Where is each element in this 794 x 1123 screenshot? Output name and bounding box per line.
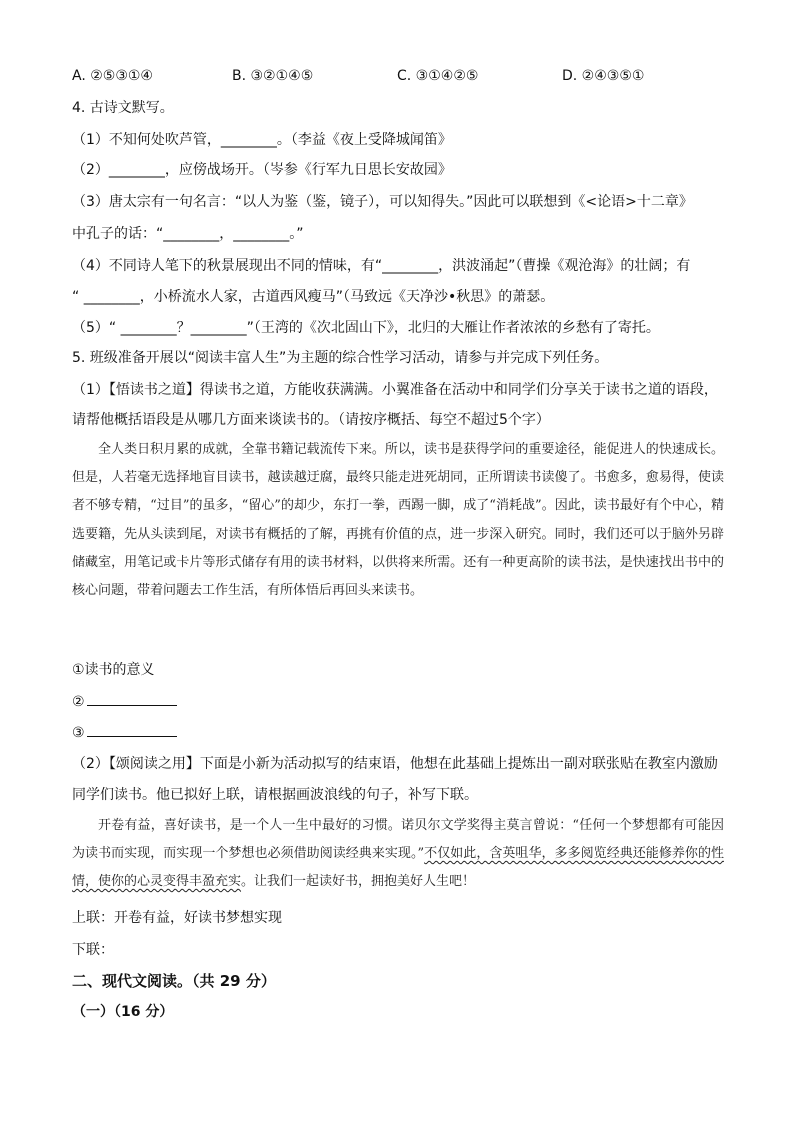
option-b: B. ③②①④⑤ [232,68,314,84]
passage-2-end: 。让我们一起读好书，拥抱美好人生吧！ [241,874,476,889]
q4-item-3-line2: 中孔子的话：“________，________。” [72,226,304,242]
couplet-lower: 下联： [72,942,114,958]
answer-blank-3[interactable] [87,722,177,737]
wavy-underlined-sentence: 不仅如此，含英咀华，多多阅览经典还能修养你的性情，使你的心灵变得丰盈充实 [72,846,724,889]
q5-task1-line2: 请帮他概括语段是从哪几方面来谈读书的。（请按序概括、每空不超过5个字） [72,412,550,428]
couplet-upper: 上联：开卷有益，好读书梦想实现 [72,910,282,926]
q5-task1-line1: （1）【悟读书之道】得读书之道，方能收获满满。小翼准备在活动中和同学们分享关于读书之道的语段， [72,382,718,398]
q4-item-1: （1）不知何处吹芦管，________。（李益《夜上受降城闻笛》 [72,132,452,148]
section-2-subtitle: （一）（16 分） [72,1004,174,1020]
q4-item-4-line1: （4）不同诗人笔下的秋景展现出不同的情味，有“________，洪波涌起”（曹操《观沧海》的壮阔；有 [72,258,691,274]
answer-blank-2[interactable] [87,691,177,706]
q5-task2-line1: （2）【颂阅读之用】下面是小新为活动拟写的结束语，他想在此基础上提炼出一副对联张贴在教室内激励 [72,756,718,772]
answer-item-3-label: ③ [72,725,85,741]
q4-item-3-line1: （3）唐太宗有一句名言：“以人为鉴（鉴，镜子），可以知得失。”因此可以联想到《<论语>十二章》 [72,194,693,210]
answer-item-1: ①读书的意义 [72,662,155,678]
reading-passage-2 [72,812,724,896]
reading-passage-1: 全人类日积月累的成就，全靠书籍记载流传下来。所以，读书是获得学问的重要途径，能促进人的快速成长。但是，人若毫无选择地盲目读书，越读越迂腐，最终只能走进死胡同，正所谓读书读傻了。书愈多，愈易得，使读者不够专精，“过目”的虽多，“留心”的却少，东打一拳，西踢一脚，成了“消耗战”。因此，读书最好有个中心，精选要籍，先从头读到尾，对读书有概括的了解，再挑有价值的点，进一步深入研究。同时，我们还可以于脑外另辟储藏室，用笔记或卡片等形式储存有用的读书材料，以供将来所需。还有一种更高阶的读书法，是快速找出书中的核心问题，带着问题去工作生活，有所体悟后再回头来读书。 [72,442,724,599]
q5-task2-line2: 同学们读书。他已拟好上联，请根据画波浪线的句子，补写下联。 [72,787,478,803]
answer-item-3 [72,722,177,743]
option-d: D. ②④③⑤① [562,68,645,84]
answer-item-2 [72,691,177,712]
q5-title: 5. 班级准备开展以“阅读丰富人生”为主题的综合性学习活动，请参与并完成下列任务。 [72,350,609,366]
q4-title: 4. 古诗文默写。 [72,100,174,116]
section-2-title: 二、现代文阅读。（共 29 分） [72,972,276,990]
passage-2-plain: 开卷有益，喜好读书，是一个人一生中最好的习惯。诺贝尔文学奖得主莫言曾说：“任何一个梦想都有可能因为读书而实现，而实现一个梦想也必须借助阅读经典来实现。” [72,818,724,861]
option-a: A. ②⑤③①④ [72,68,153,84]
q4-item-5: （5）“ ________？________”（王湾的《次北固山下》，北归的大雁让作者浓浓的乡愁有了寄托。 [72,320,660,336]
q4-item-2: （2）________，应傍战场开。（岑参《行军九日思长安故园》 [72,162,452,178]
option-c: C. ③①④②⑤ [397,68,479,84]
q4-item-4-line2: “ ________，小桥流水人家，古道西风瘦马”（马致远《天净沙•秋思》的萧瑟。 [72,289,555,305]
answer-item-2-label: ② [72,694,85,710]
